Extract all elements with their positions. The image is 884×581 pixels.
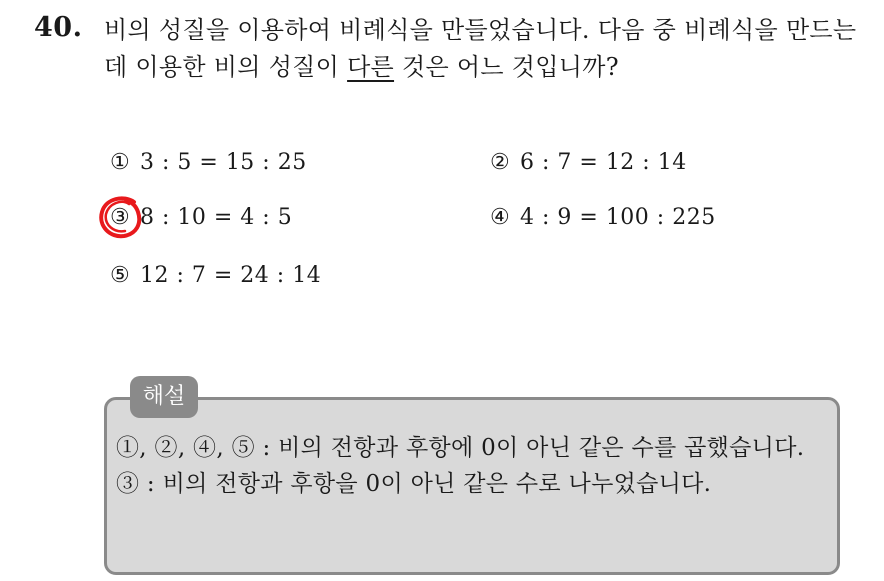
choice-1[interactable] — [110, 150, 307, 175]
choice-marker: ③ — [110, 205, 131, 230]
question-text — [104, 12, 864, 86]
question-number: 40. — [34, 12, 83, 43]
choice-expression: 4 : 9 = 100 : 225 — [520, 205, 716, 230]
explanation-line-1: ①, ②, ④, ⑤ : 비의 전항과 후항에 0이 아닌 같은 수를 곱했습니다. — [116, 435, 805, 461]
explanation-line-2: ③ : 비의 전항과 후항을 0이 아닌 같은 수로 나누었습니다. — [116, 471, 712, 497]
answer-mark-circle-icon — [98, 194, 150, 242]
choice-5[interactable] — [110, 263, 321, 288]
question-text-after: 것은 어느 것입니까? — [394, 53, 619, 81]
choice-expression: 12 : 7 = 24 : 14 — [140, 263, 322, 288]
choice-expression: 8 : 10 = 4 : 5 — [140, 205, 293, 230]
explanation-tag: 해설 — [130, 376, 198, 418]
explanation-text — [116, 430, 828, 502]
choice-expression: 3 : 5 = 15 : 25 — [140, 150, 307, 175]
choice-marker: ① — [110, 150, 131, 175]
choice-2[interactable] — [490, 150, 687, 175]
choice-4[interactable] — [490, 205, 716, 230]
choice-expression: 6 : 7 = 12 : 14 — [520, 150, 687, 175]
question-text-before: 비의 성질을 이용하여 비례식을 만들었습니다. 다음 중 비례식을 만드는 데 이용한 비의 성질이 — [104, 16, 857, 81]
choice-marker: ⑤ — [110, 263, 131, 288]
choice-marker: ④ — [490, 205, 511, 230]
question-underlined-word: 다른 — [347, 53, 395, 81]
choice-marker: ② — [490, 150, 511, 175]
